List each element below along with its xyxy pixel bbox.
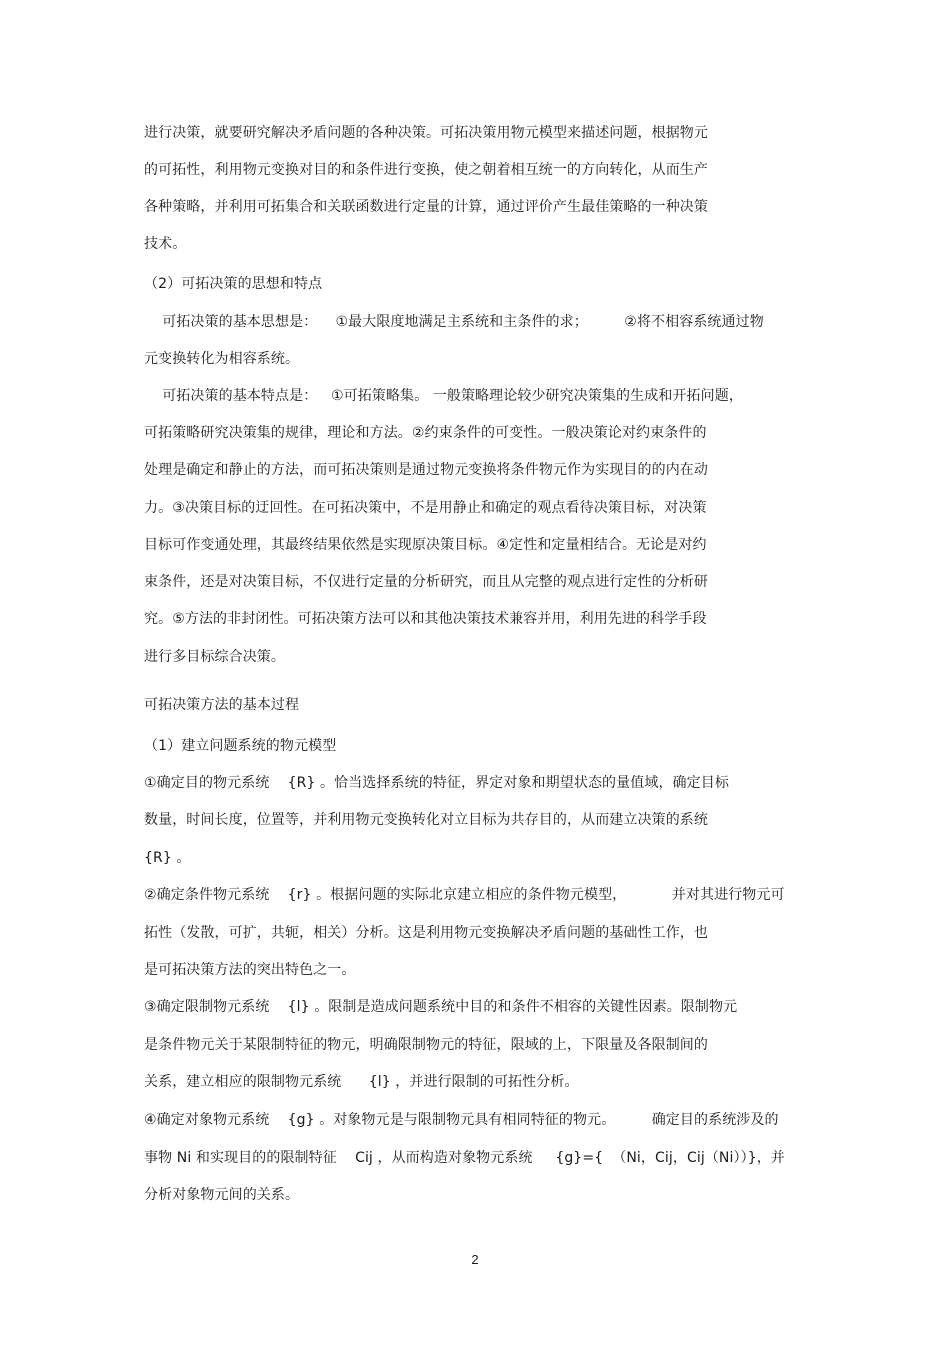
text-line: ②确定条件物元系统 {r} 。根据问题的实际北京建立相应的条件物元模型， 并对其进行物元可 (144, 887, 785, 903)
text-line: 各种策略，并利用可拓集合和关联函数进行定量的计算，通过评价产生最佳策略的一种决策 (144, 199, 708, 215)
page-number: 2 (471, 1252, 479, 1267)
text-line: 技术。 (144, 236, 187, 252)
text-line: {R} 。 (144, 850, 191, 866)
text-line: 是可拓决策方法的突出特色之一。 (144, 962, 356, 978)
section-heading: 可拓决策方法的基本过程 (144, 697, 300, 713)
text-line: 数量，时间长度，位置等，并利用物元变换转化对立目标为共存目的，从而建立决策的系统 (144, 812, 708, 828)
text-line: 进行决策，就要研究解决矛盾问题的各种决策。可拓决策用物元模型来描述问题，根据物元 (144, 125, 708, 141)
text-line: 力。③决策目标的迂回性。在可拓决策中，不是用静止和确定的观点看待决策目标，对决策 (144, 500, 707, 516)
text-line: 事物 Ni 和实现目的的限制特征 Cij ，从而构造对象物元系统 {g}={ （Ni，Cij，Cij（Ni））}，并 (144, 1150, 785, 1166)
text-line: 进行多目标综合决策。 (144, 649, 285, 665)
text-line: 拓性（发散，可扩，共轭，相关）分析。这是利用物元变换解决矛盾问题的基础性工作，也 (144, 925, 708, 941)
section-heading: （1）建立问题系统的物元模型 (144, 738, 337, 754)
section-heading: （2）可拓决策的思想和特点 (144, 276, 323, 292)
text-line: 关系，建立相应的限制物元系统 {l} ，并进行限制的可拓性分析。 (144, 1074, 579, 1090)
text-line: 究。⑤方法的非封闭性。可拓决策方法可以和其他决策技术兼容并用，利用先进的科学手段 (144, 611, 707, 627)
text-line: 处理是确定和静止的方法，而可拓决策则是通过物元变换将条件物元作为实现目的的内在动 (144, 462, 708, 478)
text-line: 可拓决策的基本特点是： ①可拓策略集。 一般策略理论较少研究决策集的生成和开拓问题， (144, 388, 743, 404)
text-line: 目标可作变通处理，其最终结果依然是实现原决策目标。④定性和定量相结合。无论是对约 (144, 537, 707, 553)
text-line: 是条件物元关于某限制特征的物元，明确限制物元的特征，限域的上，下限量及各限制间的 (144, 1037, 708, 1053)
text-line: 元变换转化为相容系统。 (144, 351, 300, 367)
text-line: ④确定对象物元系统 {g} 。对象物元是与限制物元具有相同特征的物元。 确定目的系统涉及的 (144, 1112, 779, 1128)
text-line: 分析对象物元间的关系。 (144, 1187, 300, 1203)
text-line: 可拓决策的基本思想是： ①最大限度地满足主系统和主条件的求； ②将不相容系统通过物 (144, 314, 764, 330)
text-line: 可拓策略研究决策集的规律，理论和方法。②约束条件的可变性。一般决策论对约束条件的 (144, 425, 707, 441)
text-line: 束条件，还是对决策目标，不仅进行定量的分析研究，而且从完整的观点进行定性的分析研 (144, 574, 708, 590)
text-line: ①确定目的物元系统 {R} 。恰当选择系统的特征，界定对象和期望状态的量值域，确定目标 (144, 775, 729, 791)
text-line: 的可拓性，利用物元变换对目的和条件进行变换，使之朝着相互统一的方向转化，从而生产 (144, 162, 708, 178)
text-line: ③确定限制物元系统 {l} 。限制是造成问题系统中目的和条件不相容的关键性因素。限制物元 (144, 999, 738, 1015)
